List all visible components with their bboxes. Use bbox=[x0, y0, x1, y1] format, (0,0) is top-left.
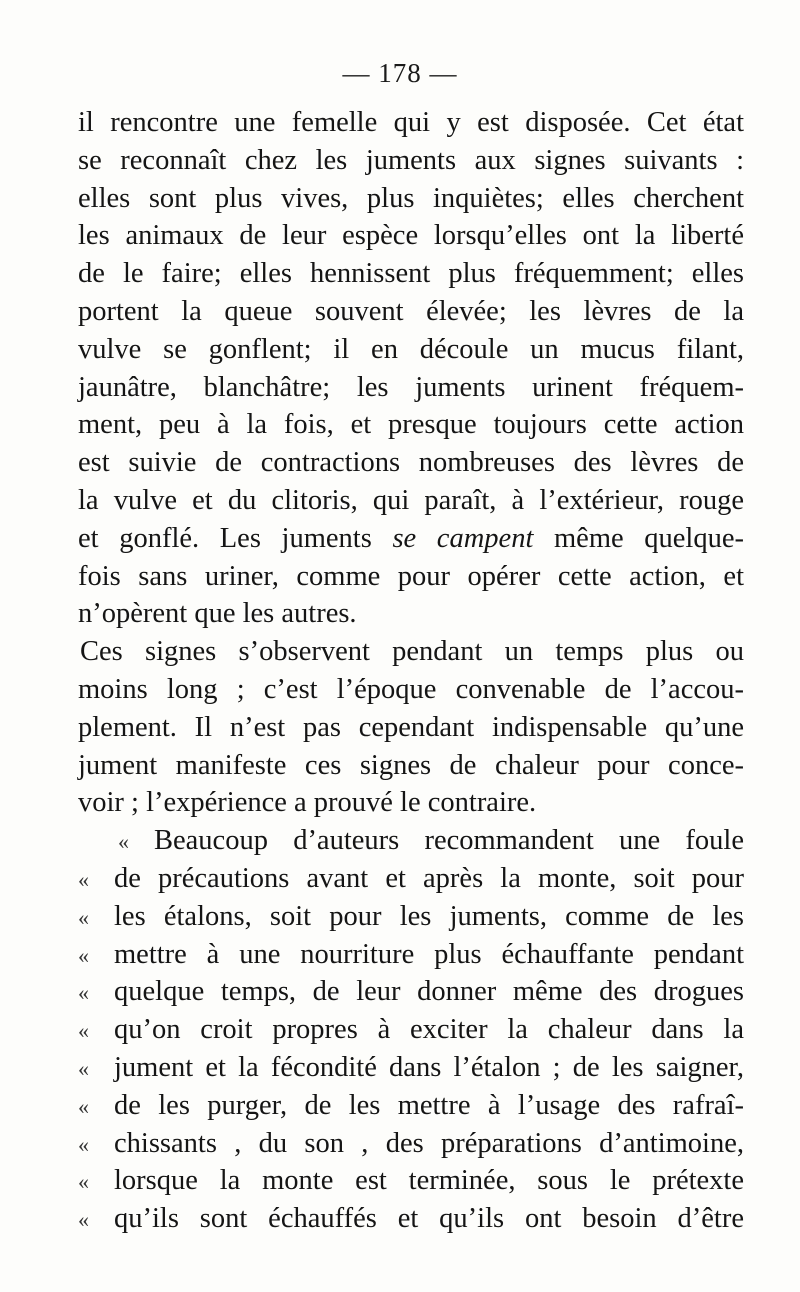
text-segment: jument et la fécondité dans l’étalon ; de les saigner, bbox=[114, 1051, 744, 1083]
guillemet: « bbox=[78, 866, 89, 892]
italic-phrase: se campent bbox=[392, 522, 534, 554]
guillemet: « bbox=[78, 1169, 89, 1195]
text-segment: lorsque la monte est terminée, sous le prétexte bbox=[114, 1165, 744, 1197]
quoted-line bbox=[78, 822, 744, 860]
quoted-line bbox=[78, 898, 744, 936]
guillemet: « bbox=[78, 942, 89, 968]
text-line: les animaux de leur espèce lorsqu’elles ont la liberté bbox=[78, 220, 744, 252]
guillemet: « bbox=[78, 1093, 89, 1119]
text-segment: qu’ils sont échauffés et qu’ils ont besoin d’être bbox=[114, 1203, 744, 1235]
quoted-line bbox=[78, 936, 744, 974]
text-segment: Beaucoup d’auteurs recommandent une foule bbox=[154, 825, 744, 857]
guillemet: « bbox=[78, 1131, 89, 1157]
text-line: portent la queue souvent élevée; les lèvres de la bbox=[78, 295, 744, 327]
text-line: se reconnaît chez les juments aux signes suivants : bbox=[78, 144, 744, 176]
text-line: jaunâtre, blanchâtre; les juments urinent fréquem- bbox=[78, 371, 744, 403]
page-body bbox=[78, 104, 744, 1238]
text-line: elles sont plus vives, plus inquiètes; elles cherchent bbox=[78, 182, 744, 214]
text-line: moins long ; c’est l’époque convenable de l’accou- bbox=[78, 673, 744, 705]
text-line: fois sans uriner, comme pour opérer cette action, et bbox=[78, 560, 744, 592]
text-line-with-italic bbox=[78, 520, 744, 558]
text-segment: qu’on croit propres à exciter la chaleur dans la bbox=[114, 1014, 744, 1046]
quoted-line bbox=[78, 973, 744, 1011]
text-segment: chissants , du son , des préparations d’antimoine, bbox=[114, 1127, 744, 1159]
text-segment: les étalons, soit pour les juments, comme de les bbox=[114, 900, 744, 932]
guillemet: « bbox=[118, 829, 129, 855]
text-line: n’opèrent que les autres. bbox=[78, 598, 357, 630]
text-line: est suivie de contractions nombreuses des lèvres de bbox=[78, 447, 744, 479]
quoted-line bbox=[78, 1049, 744, 1087]
text-segment: quelque temps, de leur donner même des drogues bbox=[114, 976, 744, 1008]
text-segment: et gonflé. Les juments bbox=[78, 522, 393, 554]
text-line: la vulve et du clitoris, qui paraît, à l’extérieur, rouge bbox=[78, 484, 744, 516]
text-line: jument manifeste ces signes de chaleur pour conce- bbox=[78, 749, 744, 781]
text-line: voir ; l’expérience a prouvé le contraire. bbox=[78, 787, 537, 819]
quoted-line bbox=[78, 1125, 744, 1163]
text-line: ment, peu à la fois, et presque toujours cette action bbox=[78, 409, 744, 441]
guillemet: « bbox=[78, 1207, 89, 1233]
page-number: — 178 — bbox=[342, 58, 458, 88]
text-segment: mettre à une nourriture plus échauffante pendant bbox=[114, 938, 744, 970]
quoted-line bbox=[78, 1011, 744, 1049]
text-segment: de précautions avant et après la monte, soit pour bbox=[114, 862, 744, 894]
text-line: plement. Il n’est pas cependant indispensable qu’une bbox=[78, 711, 744, 743]
guillemet: « bbox=[78, 904, 89, 930]
text-line: vulve se gonflent; il en découle un mucus filant, bbox=[78, 333, 744, 365]
text-line: de le faire; elles hennissent plus fréquemment; elles bbox=[78, 258, 744, 290]
quoted-line bbox=[78, 860, 744, 898]
quoted-line bbox=[78, 1087, 744, 1125]
text-segment: même quelque- bbox=[533, 522, 744, 554]
text-line: Ces signes s’observent pendant un temps plus ou bbox=[80, 636, 744, 668]
guillemet: « bbox=[78, 1018, 89, 1044]
quoted-line bbox=[78, 1200, 744, 1238]
text-segment: de les purger, de les mettre à l’usage des rafraî- bbox=[114, 1089, 744, 1121]
quoted-line bbox=[78, 1162, 744, 1200]
text-line: il rencontre une femelle qui y est disposée. Cet état bbox=[78, 107, 744, 138]
guillemet: « bbox=[78, 1055, 89, 1081]
guillemet: « bbox=[78, 980, 89, 1006]
